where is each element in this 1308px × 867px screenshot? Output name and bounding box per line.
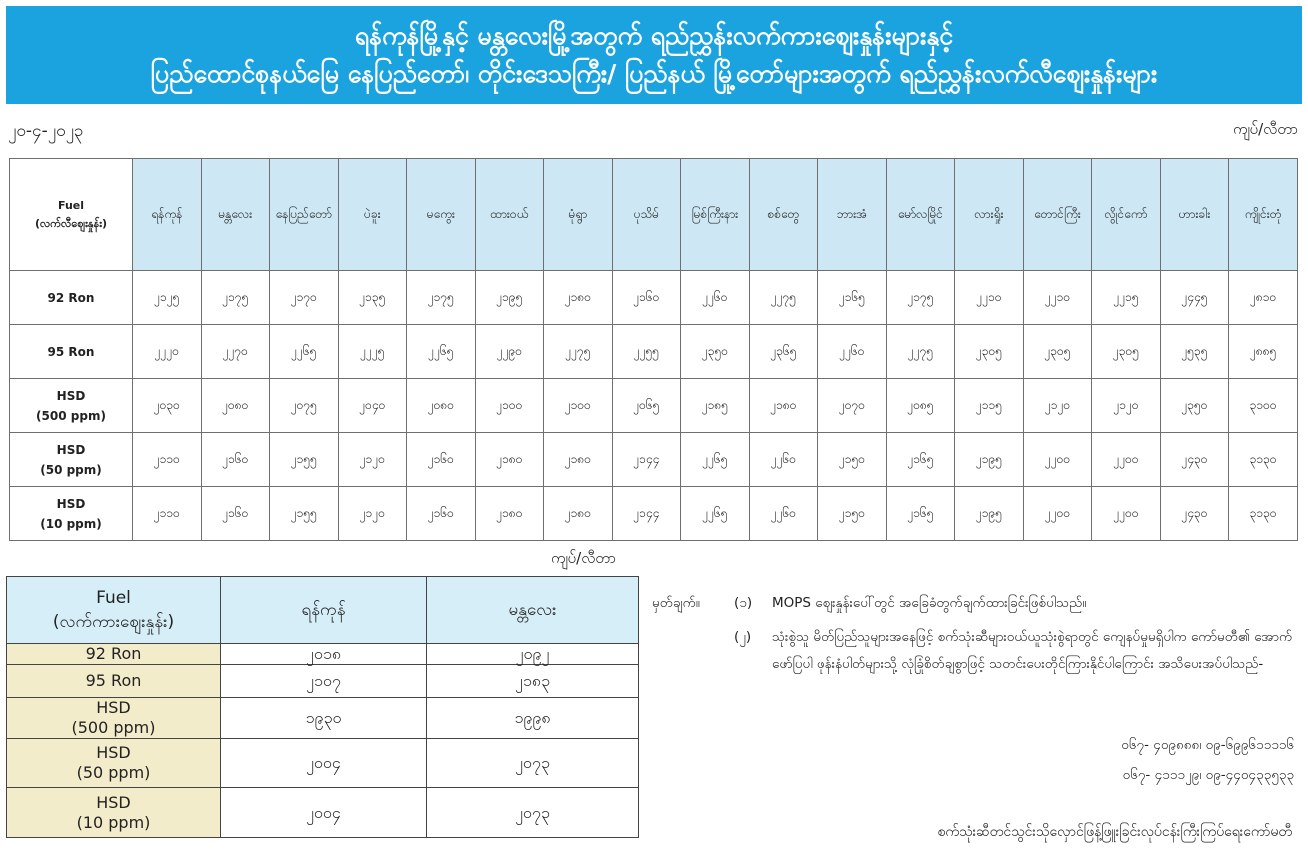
retail-city-header: လားရှိုး [955, 159, 1024, 271]
phone-line-2: ၀၆၇- ၄၁၁၁၂၉၊ ၀၉-၄၄၀၄၃၃၅၃၃ [1122, 767, 1294, 783]
retail-price-cell: ၂၁၄၄ [612, 433, 681, 487]
retail-price-cell: ၂၂၇၅ [749, 271, 818, 325]
wholesale-fuel-header-en: Fuel [96, 588, 131, 608]
retail-fuel-name: HSD [56, 496, 86, 511]
phone-line-1: ၀၆၇- ၄၀၉၈၈၈၊ ၀၉-၆၉၉၆၁၁၁၁၆ [1121, 737, 1294, 753]
wholesale-fuel-header-mm: (လက်ကားဈေးနှုန်း) [52, 612, 175, 632]
retail-price-cell: ၂၁၂၀ [1023, 379, 1092, 433]
retail-city-header: ဟားခါး [1160, 159, 1229, 271]
retail-price-cell: ၂၁၈၀ [475, 433, 544, 487]
retail-price-cell: ၃၁၀၀ [1229, 379, 1298, 433]
retail-price-cell: ၂၄၃၀ [1160, 433, 1229, 487]
wholesale-fuel-cell [7, 698, 221, 739]
wholesale-fuel-cell [7, 665, 221, 698]
retail-price-cell: ၂၃၆၅ [749, 325, 818, 379]
retail-price-cell: ၂၁၇၅ [201, 271, 270, 325]
retail-price-cell: ၂၁၁၀ [133, 487, 202, 541]
retail-price-cell: ၂၃၀၅ [1092, 325, 1161, 379]
retail-fuel-name: 95 Ron [47, 344, 95, 359]
retail-fuel-cell [10, 271, 133, 325]
retail-price-cell: ၂၂၇၅ [544, 325, 613, 379]
wholesale-price-cell: ၂၀၉၂ [427, 644, 639, 665]
retail-price-cell: ၂၁၉၅ [955, 487, 1024, 541]
header-title-line1: ရန်ကုန်မြို့နှင့် မန္တလေးမြို့အတွက် ရည်ညွှန်းလက်ကားဈေးနှုန်းများနှင့် [354, 21, 954, 50]
retail-price-cell: ၂၂၇၅ [886, 325, 955, 379]
retail-price-cell: ၂၁၂၅ [133, 271, 202, 325]
retail-city-header: လွိုင်ကော် [1092, 159, 1161, 271]
retail-price-cell: ၂၂၀၀ [1023, 433, 1092, 487]
retail-price-cell: ၃၁၃၀ [1229, 487, 1298, 541]
wholesale-fuel-name: HSD [96, 743, 131, 762]
retail-price-cell: ၂၁၈၀ [544, 433, 613, 487]
retail-price-cell: ၂၂၆၅ [681, 487, 750, 541]
retail-fuel-spec: (10 ppm) [40, 516, 102, 531]
retail-price-cell: ၂၀၇၅ [270, 379, 339, 433]
retail-price-cell: ၂၁၂၀ [1092, 379, 1161, 433]
retail-price-cell: ၂၁၇၀ [270, 271, 339, 325]
retail-header-row [10, 159, 1298, 271]
retail-fuel-cell [10, 325, 133, 379]
retail-price-cell: ၂၂၁၀ [1023, 271, 1092, 325]
retail-price-cell: ၂၁၅၀ [818, 433, 887, 487]
retail-price-cell: ၂၁၈၀ [544, 487, 613, 541]
retail-price-cell: ၂၁၆၀ [201, 433, 270, 487]
retail-price-cell: ၂၁၇၅ [886, 271, 955, 325]
retail-city-header: တောင်ကြီး [1023, 159, 1092, 271]
wholesale-table-row [7, 788, 639, 838]
retail-price-cell: ၂၁၈၀ [749, 379, 818, 433]
retail-fuel-name: HSD [56, 442, 86, 457]
retail-price-cell: ၂၀၇၀ [818, 379, 887, 433]
retail-city-header: နေပြည်တော် [270, 159, 339, 271]
retail-price-cell: ၂၈၈၅ [1229, 325, 1298, 379]
retail-table-row [10, 433, 1298, 487]
retail-price-cell: ၂၂၇၀ [201, 325, 270, 379]
retail-price-cell: ၂၂၅၅ [612, 325, 681, 379]
wholesale-fuel-name: HSD [96, 698, 131, 717]
wholesale-fuel-cell [7, 644, 221, 665]
retail-price-cell: ၂၀၈၀ [407, 379, 476, 433]
retail-price-cell: ၂၂၉၀ [475, 325, 544, 379]
retail-price-cell: ၂၂၀၀ [1023, 487, 1092, 541]
retail-price-cell: ၂၅၃၅ [1160, 325, 1229, 379]
retail-price-cell: ၂၂၆၅ [270, 325, 339, 379]
retail-price-cell: ၂၁၈၀ [544, 271, 613, 325]
retail-price-cell: ၂၂၂၀ [133, 325, 202, 379]
unit-label-top: ကျပ်/လီတာ [1232, 120, 1298, 138]
wholesale-price-table [6, 576, 639, 838]
retail-price-cell: ၂၂၁၀ [955, 271, 1024, 325]
wholesale-fuel-name: 95 Ron [85, 671, 142, 690]
wholesale-price-cell: ၂၁၀၇ [221, 665, 427, 698]
retail-price-cell: ၂၁၀၀ [475, 379, 544, 433]
retail-price-cell: ၂၁၈၀ [475, 487, 544, 541]
retail-price-cell: ၂၂၀၀ [1092, 433, 1161, 487]
wholesale-fuel-spec: (50 ppm) [76, 763, 151, 782]
retail-fuel-cell [10, 379, 133, 433]
retail-price-cell: ၃၁၃၀ [1229, 433, 1298, 487]
wholesale-table-row [7, 644, 639, 665]
retail-price-cell: ၂၁၄၄ [612, 487, 681, 541]
retail-fuel-cell [10, 487, 133, 541]
retail-fuel-spec: (500 ppm) [36, 408, 106, 423]
retail-price-cell: ၂၁၆၀ [407, 433, 476, 487]
retail-price-cell: ၂၂၆၅ [407, 325, 476, 379]
retail-fuel-header-en: Fuel [57, 198, 85, 212]
retail-city-header: စစ်တွေ [749, 159, 818, 271]
retail-price-cell: ၂၄၄၅ [1160, 271, 1229, 325]
retail-price-cell: ၂၁၁၀ [133, 433, 202, 487]
retail-price-cell: ၂၂၆၅ [681, 433, 750, 487]
retail-price-cell: ၂၈၁၀ [1229, 271, 1298, 325]
retail-city-header: ရန်ကုန် [133, 159, 202, 271]
retail-price-cell: ၂၂၁၅ [1092, 271, 1161, 325]
retail-price-cell: ၂၂၂၅ [338, 325, 407, 379]
retail-price-cell: ၂၀၃၀ [133, 379, 202, 433]
retail-city-header: မန္တလေး [201, 159, 270, 271]
retail-price-cell: ၂၀၈၅ [886, 379, 955, 433]
wholesale-price-cell: ၂၀၀၄ [221, 788, 427, 838]
retail-price-cell: ၂၁၃၅ [338, 271, 407, 325]
retail-price-cell: ၂၁၅၅ [270, 487, 339, 541]
retail-fuel-name: HSD [56, 388, 86, 403]
retail-price-cell: ၂၁၆၀ [407, 487, 476, 541]
retail-price-cell: ၂၃၅၀ [681, 325, 750, 379]
note-1-number: (၁) [734, 595, 753, 611]
header-title-line2: ပြည်ထောင်စုနယ်မြေ နေပြည်တော်၊ တိုင်းဒေသကြီး/ ပြည်နယ် မြို့တော်များအတွက် ရည်ညွှန်းလက်လီဈေးနှုန်းများ [150, 59, 1158, 88]
retail-price-cell: ၂၁၈၅ [681, 379, 750, 433]
retail-price-table [9, 158, 1298, 541]
unit-label-wholesale: ကျပ်/လီတာ [551, 549, 617, 567]
retail-price-cell: ၂၂၆၀ [749, 487, 818, 541]
retail-price-cell: ၂၁၀၀ [544, 379, 613, 433]
wholesale-price-cell: ၁၉၃၀ [221, 698, 427, 739]
retail-price-cell: ၂၁၆၅ [886, 487, 955, 541]
retail-price-cell: ၂၃၅၀ [1160, 379, 1229, 433]
retail-table-row [10, 271, 1298, 325]
retail-fuel-spec: (50 ppm) [40, 462, 102, 477]
retail-city-header: ဘားအံ [818, 159, 887, 271]
retail-table-row [10, 487, 1298, 541]
header-banner [6, 6, 1302, 104]
retail-fuel-cell [10, 433, 133, 487]
retail-price-cell: ၂၁၁၅ [955, 379, 1024, 433]
retail-price-cell: ၂၀၈၀ [201, 379, 270, 433]
retail-city-header: ကျိုင်းတုံ [1229, 159, 1298, 271]
note-2-text: သုံးစွဲသူ မိတ်ပြည်သူများအနေဖြင့် စက်သုံးဆီများဝယ်ယူသုံးစွဲရာတွင် ကျေနပ်မှုမရှိပါက ကော်မတီ၏ အောက်ဖော်ပြပါ ဖုန်းနံပါတ်များသို့ လုံခြုံစိတ်ချစွာဖြင့် သတင်းပေးတိုင်ကြားနိုင်ပါကြောင်း အသိပေးအပ်ပါသည်- [772, 629, 1293, 672]
retail-table-row [10, 325, 1298, 379]
retail-table-row [10, 379, 1298, 433]
retail-price-cell: ၂၁၂၀ [338, 487, 407, 541]
wholesale-col-yangon: ရန်ကုန် [221, 577, 427, 644]
retail-city-header: မော်လမြိုင် [886, 159, 955, 271]
retail-price-cell: ၂၁၂၀ [338, 433, 407, 487]
retail-city-header: မုံရွာ [544, 159, 613, 271]
wholesale-price-cell: ၂၁၈၃ [427, 665, 639, 698]
retail-price-cell: ၂၀၆၅ [612, 379, 681, 433]
retail-price-cell: ၂၃၀၅ [1023, 325, 1092, 379]
retail-fuel-header-mm: (လက်လီဈေးနှုန်း) [34, 216, 108, 230]
note-1-text: MOPS ဈေးနှုန်းပေါ်တွင် အခြေခံတွက်ချက်ထားခြင်းဖြစ်ပါသည်။ [772, 595, 1087, 611]
wholesale-header-row [7, 577, 639, 644]
retail-city-header: မြစ်ကြီးနား [681, 159, 750, 271]
wholesale-price-cell: ၂၀၁၈ [221, 644, 427, 665]
note-2 [734, 624, 1296, 672]
retail-price-cell: ၂၂၆၀ [749, 433, 818, 487]
retail-city-header: ပဲခူး [338, 159, 407, 271]
wholesale-fuel-name: 92 Ron [85, 644, 142, 663]
wholesale-fuel-spec: (10 ppm) [76, 812, 151, 832]
wholesale-fuel-name: HSD [96, 792, 131, 812]
wholesale-fuel-spec: (500 ppm) [71, 718, 156, 737]
note-1 [734, 590, 1086, 617]
date-label: ၂၀-၄-၂၀၂၃ [8, 121, 84, 141]
wholesale-table-row [7, 698, 639, 739]
retail-price-cell: ၂၂၆၀ [818, 325, 887, 379]
wholesale-price-cell: ၂၀၇၃ [427, 788, 639, 838]
notes-label: မှတ်ချက်။ [652, 595, 700, 611]
retail-price-cell: ၂၂၆၀ [681, 271, 750, 325]
note-2-number: (၂) [734, 629, 752, 645]
retail-price-cell: ၂၀၄၀ [338, 379, 407, 433]
retail-city-header: ထားဝယ် [475, 159, 544, 271]
retail-price-cell: ၂၁၅၀ [818, 487, 887, 541]
retail-city-header: မကွေး [407, 159, 476, 271]
retail-price-cell: ၂၁၆၀ [612, 271, 681, 325]
retail-price-cell: ၂၁၇၅ [407, 271, 476, 325]
wholesale-fuel-header [7, 577, 221, 644]
wholesale-price-cell: ၂၀၇၃ [427, 739, 639, 788]
committee-name: စက်သုံးဆီတင်သွင်းသိုလှောင်ဖြန့်ဖြူးခြင်းလုပ်ငန်းကြီးကြပ်ရေးကော်မတီ [937, 824, 1292, 840]
retail-price-cell: ၂၁၆၀ [201, 487, 270, 541]
wholesale-table-row [7, 739, 639, 788]
retail-price-cell: ၂၁၆၅ [818, 271, 887, 325]
retail-fuel-header [10, 159, 133, 271]
retail-price-cell: ၂၄၃၀ [1160, 487, 1229, 541]
wholesale-fuel-cell [7, 739, 221, 788]
retail-price-cell: ၂၁၅၅ [270, 433, 339, 487]
wholesale-table-row [7, 665, 639, 698]
retail-price-cell: ၂၁၆၅ [886, 433, 955, 487]
retail-fuel-name: 92 Ron [47, 290, 95, 305]
retail-city-header: ပုသိမ် [612, 159, 681, 271]
wholesale-price-cell: ၁၉၉၈ [427, 698, 639, 739]
wholesale-price-cell: ၂၀၀၄ [221, 739, 427, 788]
wholesale-fuel-cell [7, 788, 221, 838]
wholesale-col-mandalay: မန္တလေး [427, 577, 639, 644]
retail-price-cell: ၂၃၀၅ [955, 325, 1024, 379]
retail-price-cell: ၂၂၀၀ [1092, 487, 1161, 541]
retail-price-cell: ၂၁၉၅ [955, 433, 1024, 487]
retail-price-cell: ၂၁၉၅ [475, 271, 544, 325]
